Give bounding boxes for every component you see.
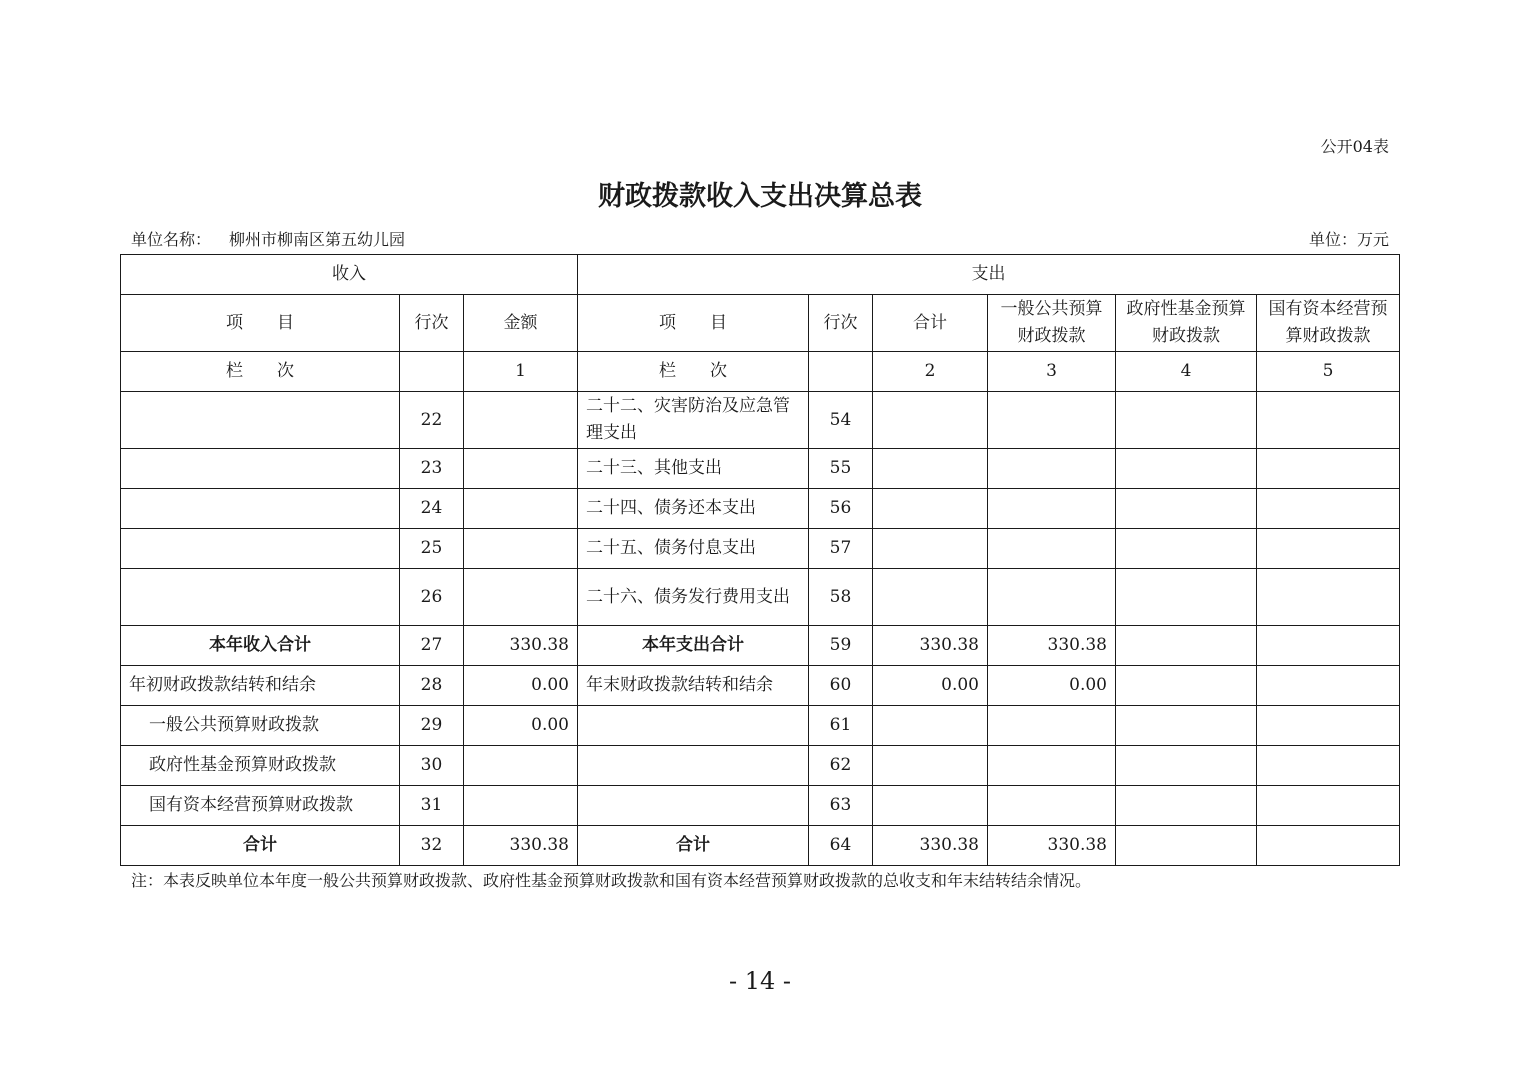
- expense-item: 合计: [578, 826, 809, 866]
- page-title: 财政拨款收入支出决算总表: [598, 181, 922, 212]
- expense-item: 二十四、债务还本支出: [578, 489, 809, 529]
- expense-total: [873, 529, 988, 569]
- fund-budget: [1116, 826, 1257, 866]
- income-item: 合计: [121, 826, 400, 866]
- state-capital-budget: [1257, 746, 1400, 786]
- table-body: [121, 392, 1400, 866]
- page-number: - 14 -: [728, 967, 791, 995]
- unit-name: 柳州市柳南区第五幼儿园: [229, 230, 406, 249]
- income-row-no: 27: [400, 626, 464, 666]
- general-budget: [988, 569, 1116, 626]
- fund-budget: [1116, 746, 1257, 786]
- expense-item: [578, 706, 809, 746]
- income-amount: 0.00: [464, 706, 578, 746]
- table-row: [121, 786, 1400, 826]
- expense-total: [873, 489, 988, 529]
- state-capital-budget: [1257, 706, 1400, 746]
- income-amount: [464, 489, 578, 529]
- income-amount: [464, 392, 578, 449]
- general-budget: [988, 786, 1116, 826]
- income-row-no: 31: [400, 786, 464, 826]
- col-income-row: 行次: [400, 295, 464, 352]
- income-amount: [464, 569, 578, 626]
- expense-total: [873, 746, 988, 786]
- col-fund: 政府性基金预算财政拨款: [1116, 295, 1257, 352]
- fund-budget: [1116, 786, 1257, 826]
- general-budget: [988, 392, 1116, 449]
- fund-budget: [1116, 706, 1257, 746]
- income-amount: 0.00: [464, 666, 578, 706]
- table-row: [121, 746, 1400, 786]
- state-capital-budget: [1257, 626, 1400, 666]
- fund-budget: [1116, 666, 1257, 706]
- general-budget: [988, 489, 1116, 529]
- income-row-no: 25: [400, 529, 464, 569]
- income-item: [121, 569, 400, 626]
- index-3: 3: [988, 352, 1116, 392]
- expense-total: 0.00: [873, 666, 988, 706]
- expense-index-label: 栏 次: [578, 352, 809, 392]
- general-budget: [988, 449, 1116, 489]
- income-amount: [464, 786, 578, 826]
- income-item: [121, 449, 400, 489]
- expense-row-no: 60: [809, 666, 873, 706]
- state-capital-budget: [1257, 569, 1400, 626]
- table-row: [121, 449, 1400, 489]
- table-row: [121, 569, 1400, 626]
- expense-total: [873, 706, 988, 746]
- income-item: 年初财政拨款结转和结余: [121, 666, 400, 706]
- income-row-no: 23: [400, 449, 464, 489]
- income-amount: [464, 529, 578, 569]
- table-row: [121, 392, 1400, 449]
- state-capital-budget: [1257, 826, 1400, 866]
- table-row: [121, 666, 1400, 706]
- expense-row-no: 63: [809, 786, 873, 826]
- column-header-row: [121, 295, 1400, 352]
- expense-row-no: 54: [809, 392, 873, 449]
- table-row: [121, 626, 1400, 666]
- fund-budget: [1116, 529, 1257, 569]
- income-row-no: 24: [400, 489, 464, 529]
- currency-unit: 单位：万元: [1308, 230, 1389, 249]
- expense-row-no: 58: [809, 569, 873, 626]
- col-income-amount: 金额: [464, 295, 578, 352]
- unit-name-label: 单位名称：: [131, 230, 212, 249]
- table-row: [121, 826, 1400, 866]
- expense-row-no: 55: [809, 449, 873, 489]
- expense-total: 330.38: [873, 826, 988, 866]
- unit-name-group: [131, 227, 405, 250]
- income-item: [121, 392, 400, 449]
- income-row-no: 29: [400, 706, 464, 746]
- expense-row-no: 59: [809, 626, 873, 666]
- state-capital-budget: [1257, 666, 1400, 706]
- expense-total: [873, 392, 988, 449]
- col-total: 合计: [873, 295, 988, 352]
- state-capital-budget: [1257, 786, 1400, 826]
- expense-row-no: 56: [809, 489, 873, 529]
- index-2: 2: [873, 352, 988, 392]
- income-index-label: 栏 次: [121, 352, 400, 392]
- state-capital-budget: [1257, 449, 1400, 489]
- expense-header: 支出: [578, 255, 1400, 295]
- income-item: [121, 529, 400, 569]
- table-row: [121, 706, 1400, 746]
- general-budget: 330.38: [988, 826, 1116, 866]
- expense-item: 二十二、灾害防治及应急管理支出: [578, 392, 809, 449]
- income-row-no: 28: [400, 666, 464, 706]
- budget-table: [120, 254, 1400, 866]
- fund-budget: [1116, 449, 1257, 489]
- general-budget: [988, 706, 1116, 746]
- expense-item: 本年支出合计: [578, 626, 809, 666]
- income-row-no: 22: [400, 392, 464, 449]
- fund-budget: [1116, 626, 1257, 666]
- col-expense-row: 行次: [809, 295, 873, 352]
- state-capital-budget: [1257, 529, 1400, 569]
- footnote: 注：本表反映单位本年度一般公共预算财政拨款、政府性基金预算财政拨款和国有资本经营预算财政拨款的总收支和年末结转结余情况。: [131, 871, 1092, 890]
- expense-total: [873, 569, 988, 626]
- expense-total: [873, 786, 988, 826]
- general-budget: [988, 746, 1116, 786]
- income-row-no: 32: [400, 826, 464, 866]
- income-row-no: 26: [400, 569, 464, 626]
- income-item: 国有资本经营预算财政拨款: [121, 786, 400, 826]
- index-5: 5: [1257, 352, 1400, 392]
- income-amount: [464, 746, 578, 786]
- col-expense-item: 项 目: [578, 295, 809, 352]
- unit-info-row: [131, 227, 1389, 250]
- table-row: [121, 529, 1400, 569]
- expense-total: [873, 449, 988, 489]
- expense-item: 二十六、债务发行费用支出: [578, 569, 809, 626]
- state-capital-budget: [1257, 489, 1400, 529]
- income-item: 一般公共预算财政拨款: [121, 706, 400, 746]
- expense-row-no: 64: [809, 826, 873, 866]
- general-budget: 330.38: [988, 626, 1116, 666]
- index-empty: [809, 352, 873, 392]
- general-budget: [988, 529, 1116, 569]
- income-amount: [464, 449, 578, 489]
- general-budget: 0.00: [988, 666, 1116, 706]
- col-state: 国有资本经营预算财政拨款: [1257, 295, 1400, 352]
- income-item: 本年收入合计: [121, 626, 400, 666]
- expense-item: [578, 746, 809, 786]
- fund-budget: [1116, 569, 1257, 626]
- income-item: [121, 489, 400, 529]
- column-index-row: [121, 352, 1400, 392]
- expense-item: [578, 786, 809, 826]
- expense-total: 330.38: [873, 626, 988, 666]
- expense-item: 二十三、其他支出: [578, 449, 809, 489]
- income-row-no: 30: [400, 746, 464, 786]
- fund-budget: [1116, 489, 1257, 529]
- income-amount: 330.38: [464, 826, 578, 866]
- income-header: 收入: [121, 255, 578, 295]
- state-capital-budget: [1257, 392, 1400, 449]
- form-code: 公开04表: [1320, 137, 1389, 156]
- col-income-item: 项 目: [121, 295, 400, 352]
- index-empty: [400, 352, 464, 392]
- index-4: 4: [1116, 352, 1257, 392]
- expense-row-no: 61: [809, 706, 873, 746]
- income-item: 政府性基金预算财政拨款: [121, 746, 400, 786]
- expense-item: 二十五、债务付息支出: [578, 529, 809, 569]
- expense-row-no: 62: [809, 746, 873, 786]
- section-header-row: [121, 255, 1400, 295]
- expense-row-no: 57: [809, 529, 873, 569]
- index-1: 1: [464, 352, 578, 392]
- fund-budget: [1116, 392, 1257, 449]
- income-amount: 330.38: [464, 626, 578, 666]
- expense-item: 年末财政拨款结转和结余: [578, 666, 809, 706]
- col-general: 一般公共预算财政拨款: [988, 295, 1116, 352]
- table-row: [121, 489, 1400, 529]
